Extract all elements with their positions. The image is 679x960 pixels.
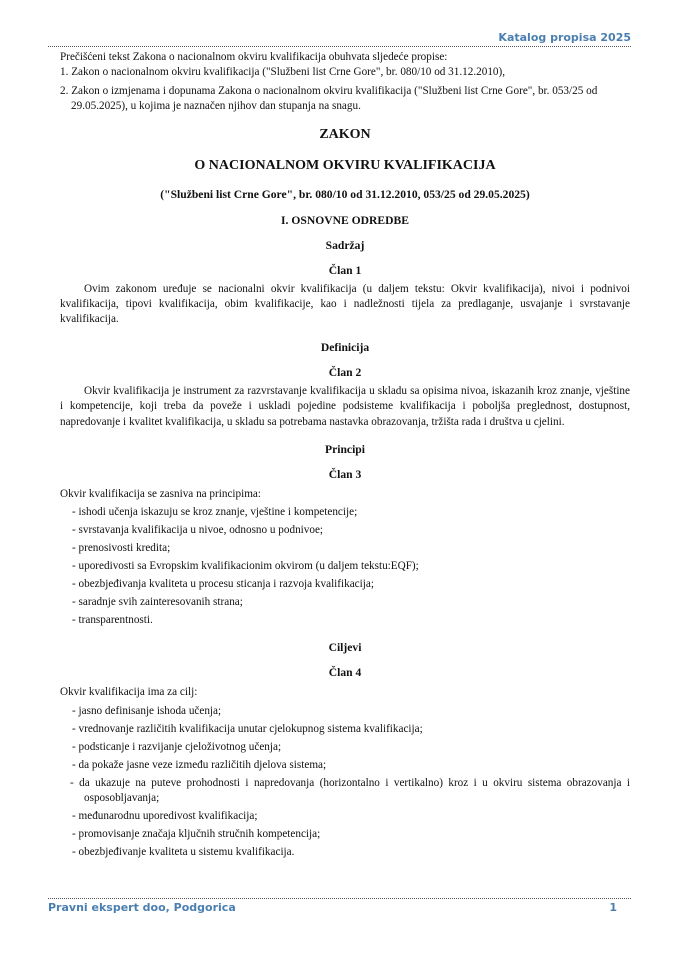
law-title: ZAKON [319,126,371,142]
chapter-title: I. OSNOVNE ODREDBE [281,213,409,227]
article-2-heading: Član 2 [328,365,362,379]
article-1-heading: Član 1 [328,263,362,277]
law-name: O NACIONALNOM OKVIRU KVALIFIKACIJA [194,157,496,173]
list-item: - da ukazuje na puteve prohodnosti i napredovanja (horizontalno i vertikalno) kroz i u okviru sistema obrazovanja i osposobljavanja; [70,776,630,804]
list-item: - transparentnosti. [72,614,153,627]
list-item: - promovisanje značaja ključnih stručnih kompetencija; [72,827,321,840]
list-item: - međunarodnu uporedivost kvalifikacija; [72,809,258,822]
list-item: - svrstavanja kvalifikacija u nivoe, odnosno u podnivoe; [72,524,324,537]
law-gazette: ("Službeni list Crne Gore", br. 080/10 od 31.12.2010, 053/25 od 29.05.2025) [160,187,530,201]
page-number: 1 [609,901,617,914]
list-item: - saradnje svih zainteresovanih strana; [72,596,243,609]
section-heading-ciljevi: Ciljevi [328,641,362,655]
section-heading-sadrzaj: Sadržaj [325,238,365,252]
article-4-heading: Član 4 [328,666,362,680]
list-item: - ishodi učenja iskazuju se kroz znanje, vještine i kompetencije; [72,506,358,519]
document-body [60,50,630,860]
list-item: - da pokaže jasne veze između različitih djelova sistema; [72,758,327,771]
preamble-item-1: 1. Zakon o nacionalnom okviru kvalifikacija ("Službeni list Crne Gore", br. 080/10 od 31.12.2010), [60,66,506,79]
article-4-list [60,704,630,860]
article-4-intro: Okvir kvalifikacija ima za cilj: [60,686,198,699]
article-3-intro: Okvir kvalifikacija se zasniva na principima: [60,488,261,501]
article-2-text: Okvir kvalifikacija je instrument za razvrstavanje kvalifikacija u skladu sa opisima nivoa, iskazanih kroz znanje, vještine i kompetencije, koji treba da poveže i uskladi pojedine podsisteme kvalifikacija i poboljša preglednost, dostupnost, napredovanje i kvalitet kvalifikacija, u skladu sa potrebama nastavka obrazovanja, tržišta rada i društva u cjelini. [60,384,630,428]
footer-divider [48,898,631,899]
list-item: - obezbjeđivanje kvaliteta u sistemu kvalifikacija. [72,845,295,858]
list-item: - jasno definisanje ishoda učenja; [72,704,222,717]
article-1-text: Ovim zakonom uređuje se nacionalni okvir kvalifikacija (u daljem tekstu: Okvir kvalifikacija), nivoi i podnivoi kvalifikacija, tipovi kvalifikacija, obim kvalifikacije, kao i nadležnosti tijela za predlaganje, usvajanje i svrstavanje kvalifikacija. [60,282,630,326]
section-heading-principi: Principi [325,443,365,457]
preamble-intro: Prečišćeni tekst Zakona o nacionalnom okviru kvalifikacija obuhvata sljedeće propise: [60,51,448,63]
preamble-item-2: 2. Zakon o izmjenama i dopunama Zakona o nacionalnom okviru kvalifikacija ("Službeni list Crne Gore", br. 053/25 od 29.05.2025), u kojima je naznačen njihov dan stupanja na snagu. [60,84,598,113]
header-divider [48,46,631,47]
list-item: - prenosivosti kredita; [72,542,171,555]
footer-publisher: Pravni ekspert doo, Podgorica [48,901,236,914]
list-item: - uporedivosti sa Evropskim kvalifikacionim okvirom (u daljem tekstu:EQF); [72,560,419,573]
section-heading-definicija: Definicija [320,340,370,354]
list-item: - podsticanje i razvijanje cjeloživotnog učenja; [72,740,282,753]
article-3-heading: Član 3 [328,468,362,482]
list-item: - obezbjeđivanja kvaliteta u procesu sticanja i razvoja kvalifikacija; [72,578,374,591]
list-item: - vrednovanje različitih kvalifikacija unutar cjelokupnog sistema kvalifikacija; [72,722,423,735]
article-3-list [60,505,630,628]
header-brand: Katalog propisa 2025 [498,31,631,44]
